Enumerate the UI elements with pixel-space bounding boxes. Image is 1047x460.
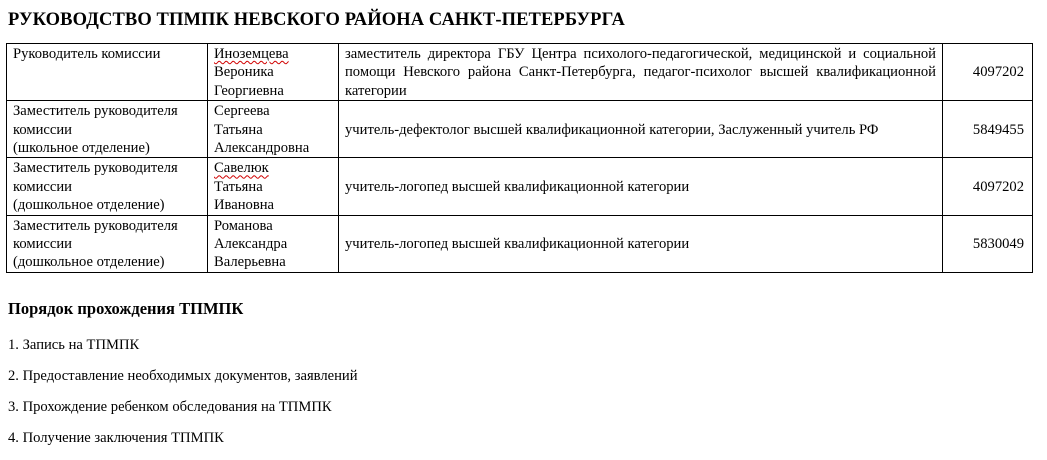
name-line: Вероника <box>214 64 274 81</box>
procedure-title: Порядок прохождения ТПМПК <box>8 299 244 318</box>
role-line: комиссии <box>13 236 72 253</box>
table-row <box>7 215 1033 272</box>
name-cell <box>208 158 339 215</box>
role-line: Заместитель руководителя <box>13 160 178 177</box>
phone-cell: 4097202 <box>943 158 1033 215</box>
list-item: 1. Запись на ТПМПК <box>8 337 140 353</box>
role-line: (школьное отделение) <box>13 140 150 157</box>
role-line: (дошкольное отделение) <box>13 254 165 271</box>
name-line: Александра <box>214 236 288 253</box>
role-cell <box>7 101 208 158</box>
name-cell <box>208 215 339 272</box>
name-line: Валерьевна <box>214 254 286 271</box>
staff-table <box>6 43 1033 273</box>
name-cell <box>208 44 339 101</box>
phone-cell: 4097202 <box>943 44 1033 101</box>
phone-cell: 5830049 <box>943 215 1033 272</box>
procedure-list <box>8 336 358 460</box>
role-cell <box>7 158 208 215</box>
list-item: 3. Прохождение ребенком обследования на ТПМПК <box>8 399 332 415</box>
page-title: РУКОВОДСТВО ТПМПК НЕВСКОГО РАЙОНА САНКТ-ПЕТЕРБУРГА <box>8 10 625 30</box>
name-cell <box>208 101 339 158</box>
name-line: Романова <box>214 217 273 234</box>
name-line: Татьяна <box>214 178 263 195</box>
list-item: 2. Предоставление необходимых документов, заявлений <box>8 368 358 384</box>
description-cell: учитель-логопед высшей квалификационной категории <box>339 215 943 272</box>
name-line: Иноземцева <box>214 46 289 62</box>
name-line: Сергеева <box>214 103 270 120</box>
role-cell <box>7 215 208 272</box>
name-line: Александровна <box>214 140 310 157</box>
description-cell: заместитель директора ГБУ Центра психолого-педагогической, медицинской и социальной помощи Невского района Санкт-Петербурга, педагог-психолог высшей квалификационной категории <box>339 44 943 101</box>
role-line: комиссии <box>13 121 72 138</box>
role-line: комиссии <box>13 178 72 195</box>
role-cell <box>7 44 208 101</box>
table-row <box>7 44 1033 101</box>
table-row <box>7 101 1033 158</box>
name-line: Ивановна <box>214 197 274 214</box>
name-line: Савелюк <box>214 160 269 177</box>
role-line: Руководитель комиссии <box>13 46 161 62</box>
description-cell: учитель-дефектолог высшей квалификационной категории, Заслуженный учитель РФ <box>339 101 943 158</box>
list-item: 4. Получение заключения ТПМПК <box>8 430 224 446</box>
description-cell: учитель-логопед высшей квалификационной категории <box>339 158 943 215</box>
phone-cell: 5849455 <box>943 101 1033 158</box>
table-row <box>7 158 1033 215</box>
role-line: Заместитель руководителя <box>13 217 178 234</box>
role-line: (дошкольное отделение) <box>13 197 165 214</box>
name-line: Георгиевна <box>214 82 284 99</box>
role-line: Заместитель руководителя <box>13 103 178 120</box>
name-line: Татьяна <box>214 121 263 138</box>
